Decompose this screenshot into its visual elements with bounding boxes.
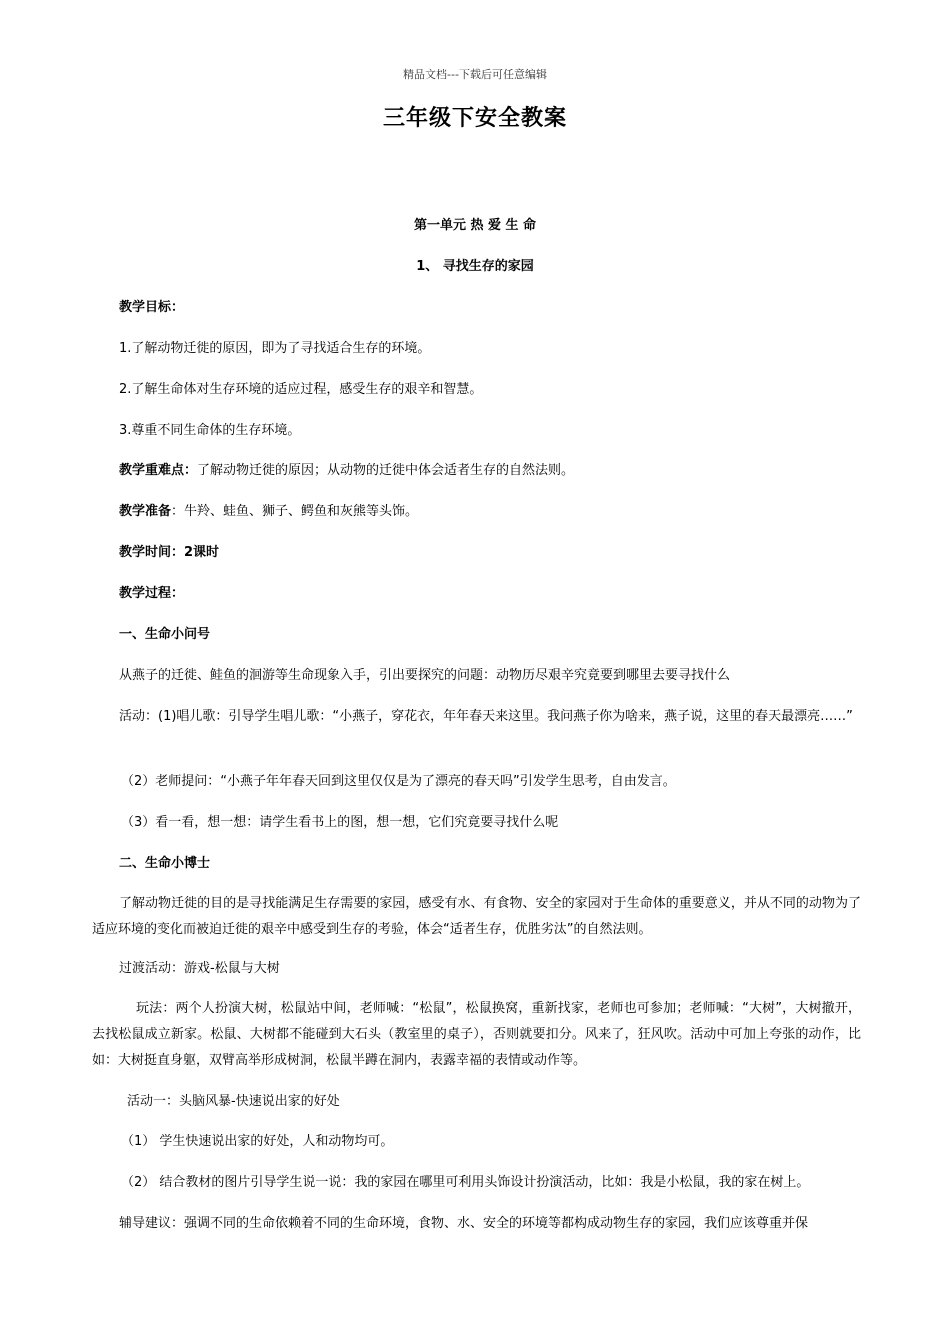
document-title: 三年级下安全教案: [382, 106, 567, 131]
preparation-text: ：牛羚、蛙鱼、狮子、鳄鱼和灰熊等头饰。: [171, 504, 419, 519]
teaching-time: 教学时间：2课时: [119, 545, 220, 560]
transition-activity: 过渡活动：游戏-松鼠与大树: [119, 961, 280, 976]
activity-one-item-1: （1） 学生快速说出家的好处，人和动物均可。: [121, 1134, 394, 1149]
section1-activity-1: [92, 704, 861, 730]
section2-intro: 了解动物迁徙的目的是寻找能满足生存需要的家园，感受有水、有食物、安全的家园对于生命体的重要意义，并从不同的动物为了适应环境的变化而被迫迁徙的艰辛中感受到生存的考验，体会“适者生存，优胜劣汰”的自然法则。: [92, 896, 861, 937]
section2-heading: 二、生命小博士: [119, 856, 211, 871]
lesson-heading: 1、 寻找生存的家园: [416, 259, 534, 274]
key-points: [119, 463, 861, 479]
objective-3: 3.尊重不同生命体的生存环境。: [119, 423, 301, 438]
process-heading: 教学过程：: [119, 586, 185, 601]
header-note: 精品文档---下载后可任意编辑: [403, 68, 547, 81]
objectives-heading: 教学目标：: [119, 300, 185, 315]
key-points-label: 教学重难点：: [119, 463, 198, 478]
section1-activity-1-text: 活动：(1)唱儿歌：引导学生唱儿歌：“小燕子，穿花衣，年年春天来这里。我问燕子你为啥来，燕子说，这里的春天最漂亮……”: [119, 709, 853, 724]
game-rules: 玩法：两个人扮演大树，松鼠站中间，老师喊：“松鼠”，松鼠换窝，重新找家，老师也可参加；老师喊：“大树”，大树撤开，去找松鼠成立新家。松鼠、大树都不能碰到大石头（教室里的桌子），否则就要扣分。风来了，狂风吹。活动中可加上夸张的动作，比如：大树挺直身躯，双臂高举形成树洞，松鼠半蹲在洞内，表露幸福的表情或动作等。: [92, 1001, 861, 1068]
activity-one-heading: 活动一：头脑风暴-快速说出家的好处: [127, 1094, 340, 1109]
objective-2: 2.了解生命体对生存环境的适应过程，感受生存的艰辛和智慧。: [119, 382, 483, 397]
preparation: [119, 504, 861, 520]
objective-1: 1.了解动物迁徙的原因，即为了寻找适合生存的环境。: [119, 341, 431, 356]
preparation-label: 教学准备: [119, 504, 172, 519]
section1-heading: 一、生命小问号: [119, 627, 211, 642]
section1-intro: 从燕子的迁徙、鲑鱼的洄游等生命现象入手，引出要探究的问题：动物历尽艰辛究竟要到哪里去要寻找什么: [119, 668, 731, 683]
key-points-text: 了解动物迁徙的原因；从动物的迁徙中体会适者生存的自然法则。: [197, 463, 575, 478]
section1-activity-2: （2）老师提问：“小燕子年年春天回到这里仅仅是为了漂亮的春天吗”引发学生思考，自由发言。: [121, 774, 676, 789]
unit-heading: 第一单元 热 爱 生 命: [413, 218, 537, 233]
activity-one-item-2: （2） 结合教材的图片引导学生说一说：我的家园在哪里可利用头饰设计扮演活动，比如：我是小松鼠，我的家在树上。: [121, 1175, 810, 1190]
section1-activity-3: （3）看一看，想一想：请学生看书上的图，想一想，它们究竟要寻找什么呢: [121, 815, 559, 830]
guidance-advice: 辅导建议：强调不同的生命依赖着不同的生命环境，食物、水、安全的环境等都构成动物生存的家园，我们应该尊重并保: [119, 1216, 809, 1231]
